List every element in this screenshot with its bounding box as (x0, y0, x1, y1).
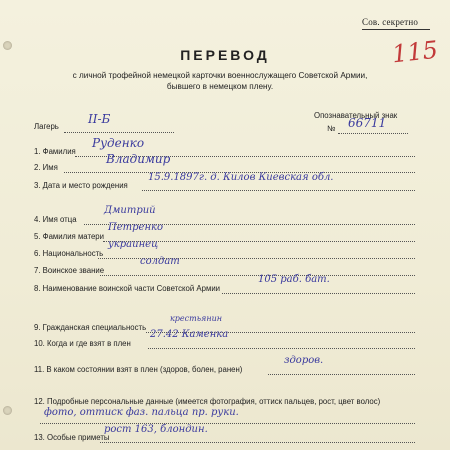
field-6-label: 6. Национальность (34, 249, 104, 258)
field-8-rule (222, 293, 415, 294)
field-4-label: 4. Имя отца (34, 215, 77, 224)
field-11-rule (268, 374, 415, 375)
camp-label: Лагерь (34, 122, 59, 131)
document-title: ПЕРЕВОД (180, 47, 270, 63)
field-10-value: 27.42 Каменка (150, 329, 229, 340)
classification-underline (362, 29, 430, 30)
subtitle-line-2: бывшего в немецком плену. (166, 82, 274, 91)
document-subtitle (40, 70, 400, 92)
field-13-label: 13. Особые приметы (34, 433, 110, 442)
tag-label: Опознавательный знак (314, 111, 398, 120)
field-5-value: Петренко (108, 222, 164, 233)
field-7-label: 7. Воинское звание (34, 266, 105, 275)
field-4-value: Дмитрий (104, 205, 156, 216)
camp-value: II-Б (88, 112, 111, 126)
field-12-label: 12. Подробные персональные данные (имеется фотография, оттиск пальцев, рост, цвет волос) (34, 397, 381, 406)
field-1-value: Руденко (92, 136, 145, 150)
tag-rule (338, 133, 408, 134)
field-3-value: 15.9.1897г. д. Килов Киевская обл. (148, 172, 334, 183)
field-13-value: рост 163, блондин. (104, 424, 208, 435)
field-3-label: 3. Дата и место рождения (34, 181, 128, 190)
field-11-label: 11. В каком состоянии взят в плен (здоров, болен, ранен) (34, 365, 243, 374)
field-9-value: крестьянин (170, 314, 223, 323)
field-2-label: 2. Имя (34, 163, 58, 172)
field-8-label: 8. Наименование воинской части Советской Армии (34, 284, 221, 293)
punch-hole (3, 406, 12, 415)
field-9-label: 9. Гражданская специальность (34, 323, 147, 332)
field-12-value: фото, оттиск фаз. пальца пр. руки. (44, 407, 239, 418)
field-5-label: 5. Фамилия матери (34, 232, 104, 241)
field-12-rule (40, 423, 415, 424)
field-1-label: 1. Фамилия (34, 147, 76, 156)
field-6-value: украинец (108, 239, 159, 250)
tag-value: 66711 (348, 116, 387, 130)
classification-stamp: Сов. секретно (362, 17, 419, 27)
field-7-value: солдат (140, 256, 180, 267)
subtitle-line-1: с личной трофейной немецкой карточки военнослужащего Советской Армии, (72, 71, 368, 80)
field-13-rule (100, 442, 415, 443)
field-10-label: 10. Когда и где взят в плен (34, 339, 131, 348)
field-3-rule (142, 190, 415, 191)
field-8-value: 105 раб. бат. (258, 274, 330, 285)
field-10-rule (148, 348, 415, 349)
field-2-value: Владимир (106, 152, 171, 166)
handwritten-number: 115 (390, 35, 440, 69)
field-11-value: здоров. (284, 355, 324, 366)
tag-number-label: № (327, 124, 336, 133)
camp-rule (64, 132, 174, 133)
